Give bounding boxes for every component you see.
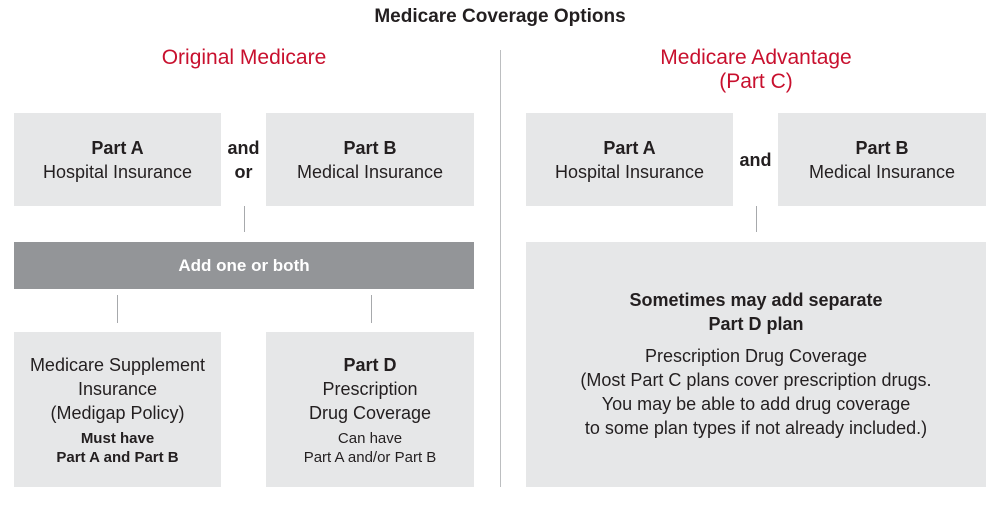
part-a-title: Part A <box>603 137 656 158</box>
medigap-line: (Medigap Policy) <box>50 402 185 423</box>
medicare-advantage-heading <box>526 46 986 94</box>
heading-line: Medicare Advantage <box>660 46 852 69</box>
medigap-box <box>14 332 221 487</box>
heading-line: (Part C) <box>719 70 793 93</box>
details-line: (Most Part C plans cover prescription drugs. <box>580 370 932 390</box>
details-line: You may be able to add drug coverage <box>601 394 911 414</box>
connector-line <box>371 295 372 323</box>
connector-line <box>756 206 757 232</box>
connector-line <box>244 206 245 232</box>
page-title: Medicare Coverage Options <box>374 6 626 27</box>
part-b-subtitle: Medical Insurance <box>296 161 444 182</box>
original-medicare-heading: Original Medicare <box>161 46 327 69</box>
part-c-details-box <box>526 242 986 487</box>
medigap-requirement: Part A and Part B <box>56 448 179 466</box>
part-d-line: Prescription <box>322 378 418 399</box>
part-b-subtitle: Medical Insurance <box>808 161 956 182</box>
details-heading: Part D plan <box>708 314 804 334</box>
part-b-title: Part B <box>855 137 909 158</box>
original-part-b-box <box>266 113 474 206</box>
connector-line <box>117 295 118 323</box>
part-b-title: Part B <box>343 137 397 158</box>
part-a-subtitle: Hospital Insurance <box>554 161 705 182</box>
details-line: to some plan types if not already included.) <box>584 418 928 438</box>
and-label: and <box>227 138 260 158</box>
part-d-title: Part D <box>343 354 397 375</box>
part-d-box <box>266 332 474 487</box>
column-divider <box>500 50 501 487</box>
and-or-label <box>221 136 266 184</box>
medigap-requirement: Must have <box>80 429 155 447</box>
part-a-title: Part A <box>91 137 144 158</box>
advantage-part-b-box <box>778 113 986 206</box>
advantage-part-a-box <box>526 113 733 206</box>
add-one-or-both-bar: Add one or both <box>14 242 474 289</box>
part-d-requirement: Can have <box>337 429 403 447</box>
and-label: and <box>739 150 772 170</box>
original-part-a-box <box>14 113 221 206</box>
part-d-requirement: Part A and/or Part B <box>303 448 437 466</box>
medigap-line: Medicare Supplement <box>29 354 206 375</box>
details-heading: Sometimes may add separate <box>629 290 883 310</box>
or-label: or <box>234 162 253 182</box>
medigap-line: Insurance <box>77 378 158 399</box>
part-a-subtitle: Hospital Insurance <box>42 161 193 182</box>
part-d-line: Drug Coverage <box>308 402 432 423</box>
details-line: Prescription Drug Coverage <box>644 346 868 366</box>
